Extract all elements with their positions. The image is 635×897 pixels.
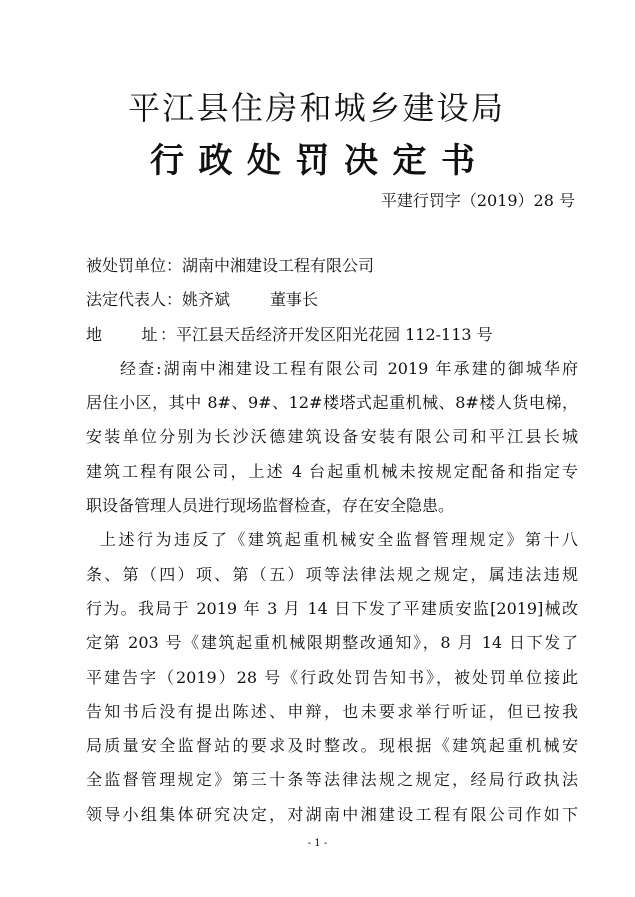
body-line: 全监督管理规定》第三十条等法律法规之规定，经局行政执法 <box>86 770 578 790</box>
agency-title: 平江县住房和城乡建设局 <box>128 89 503 127</box>
body-line: 条、第（四）项、第（五）项等法律法规之规定，属违法违规 <box>86 564 578 584</box>
body-line: 上述行为违反了《建筑起重机械安全监督管理规定》第十八 <box>100 530 578 550</box>
body-line: 局质量安全监督站的要求及时整改。现根据《建筑起重机械安 <box>86 736 578 756</box>
body-line: 定第 203 号《建筑起重机械限期整改通知》，8 月 14 日下发了 <box>86 633 578 653</box>
legal-rep-label: 法定代表人： <box>86 290 183 310</box>
address-line <box>86 321 578 355</box>
punished-unit-label: 被处罚单位： <box>86 256 183 275</box>
legal-rep: 姚齐斌 <box>182 290 231 310</box>
body-line: 领导小组集体研究决定，对湖南中湘建设工程有限公司作如下 <box>86 804 578 824</box>
body-line: 安装单位分别为长沙沃德建筑设备安装有限公司和平江县长城 <box>86 427 578 447</box>
page-number: - 1 - <box>307 838 328 849</box>
body-line: 建筑工程有限公司，上述 4 台起重机械未按规定配备和指定专 <box>86 461 578 481</box>
address: 平江县天岳经济开发区阳光花园 112-113 号 <box>176 324 493 344</box>
body-line: 经查:湖南中湘建设工程有限公司 2019 年承建的御城华府 <box>120 358 578 378</box>
body-line: 平建告字（2019）28 号《行政处罚告知书》，被处罚单位接此 <box>86 667 578 687</box>
legal-rep-line <box>86 286 578 320</box>
body-line: 职设备管理人员进行现场监督检查，存在安全隐患。 <box>86 496 455 516</box>
document-title: 行政处罚决定书 <box>150 141 475 181</box>
punished-unit-line <box>86 252 578 286</box>
document-body <box>86 252 578 835</box>
punished-unit: 湖南中湘建设工程有限公司 <box>182 256 375 275</box>
body-line: 居住小区，其中 8#、9#、12#楼塔式起重机械、8#楼人货电梯， <box>86 393 578 413</box>
legal-rep-title: 董事长 <box>270 290 319 310</box>
document-number: 平建行罚字（2019）28 号 <box>380 191 575 210</box>
body-line: 行为。我局于 2019 年 3 月 14 日下发了平建质安监[2019]械改 <box>86 598 578 618</box>
address-label: 地 址： <box>86 324 176 344</box>
body-line: 告知书后没有提出陈述、申辩，也未要求举行听证，但已按我 <box>86 701 578 721</box>
